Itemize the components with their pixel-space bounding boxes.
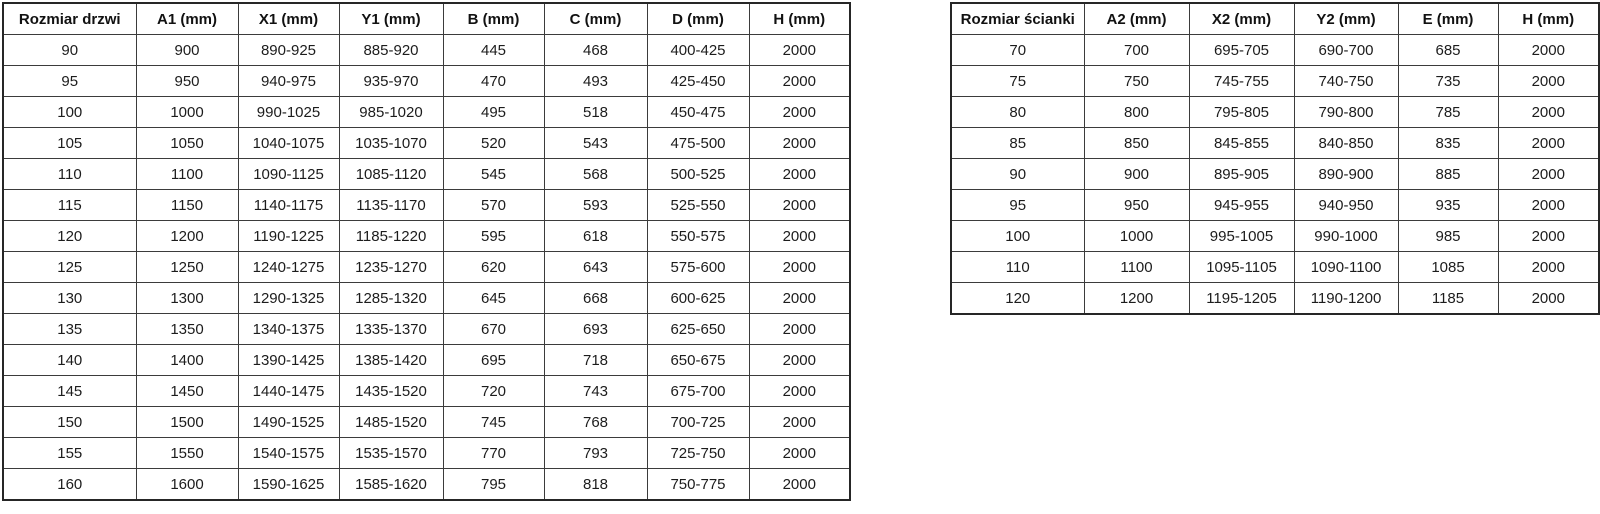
table-cell: 800 [1084,97,1189,128]
table-cell: 850 [1084,128,1189,159]
table-cell: 2000 [1498,128,1599,159]
table-cell: 1440-1475 [238,376,339,407]
table-cell: 668 [544,283,647,314]
table-cell: 1200 [136,221,238,252]
table-cell: 1500 [136,407,238,438]
table-cell: 1385-1420 [339,345,443,376]
table-cell: 2000 [1498,221,1599,252]
table-cell: 595 [443,221,544,252]
table-cell: 995-1005 [1189,221,1294,252]
table-cell: 1185-1220 [339,221,443,252]
table-cell: 1150 [136,190,238,221]
header-cell: Rozmiar drzwi [3,3,136,35]
table-cell: 700-725 [647,407,749,438]
table-cell: 100 [951,221,1084,252]
table-cell: 543 [544,128,647,159]
table-cell: 685 [1398,35,1498,66]
table-cell: 890-900 [1294,159,1398,190]
header-cell: B (mm) [443,3,544,35]
table-row [3,128,850,159]
table-cell: 835 [1398,128,1498,159]
table-cell: 400-425 [647,35,749,66]
table-cell: 2000 [749,438,850,469]
table-cell: 1185 [1398,283,1498,315]
table-row [951,66,1599,97]
table-row [3,66,850,97]
table-cell: 1350 [136,314,238,345]
table-cell: 2000 [1498,159,1599,190]
table-cell: 2000 [749,221,850,252]
table-cell: 1590-1625 [238,469,339,501]
table-cell: 935 [1398,190,1498,221]
table-cell: 935-970 [339,66,443,97]
table-cell: 985 [1398,221,1498,252]
table-row [3,159,850,190]
table-row [951,159,1599,190]
table-cell: 600-625 [647,283,749,314]
table-cell: 645 [443,283,544,314]
table-cell: 1335-1370 [339,314,443,345]
table-cell: 150 [3,407,136,438]
header-cell: D (mm) [647,3,749,35]
table-cell: 518 [544,97,647,128]
table-row [3,252,850,283]
table-cell: 550-575 [647,221,749,252]
table-cell: 1535-1570 [339,438,443,469]
table-cell: 120 [951,283,1084,315]
table-row [3,407,850,438]
table-cell: 750-775 [647,469,749,501]
table-row [3,376,850,407]
table-cell: 2000 [749,128,850,159]
table-cell: 95 [3,66,136,97]
table-cell: 1135-1170 [339,190,443,221]
table-cell: 95 [951,190,1084,221]
table-cell: 500-525 [647,159,749,190]
table-cell: 445 [443,35,544,66]
header-cell: Y1 (mm) [339,3,443,35]
table-cell: 985-1020 [339,97,443,128]
table-row [3,438,850,469]
header-cell: X2 (mm) [1189,3,1294,35]
table-cell: 470 [443,66,544,97]
table-cell: 795-805 [1189,97,1294,128]
table-cell: 1285-1320 [339,283,443,314]
table-cell: 1090-1100 [1294,252,1398,283]
header-cell: A1 (mm) [136,3,238,35]
table-cell: 70 [951,35,1084,66]
door-size-table-body [3,35,850,501]
table-cell: 900 [136,35,238,66]
table-cell: 125 [3,252,136,283]
table-cell: 725-750 [647,438,749,469]
table-cell: 1140-1175 [238,190,339,221]
table-cell: 1585-1620 [339,469,443,501]
table-cell: 75 [951,66,1084,97]
table-cell: 740-750 [1294,66,1398,97]
table-cell: 1090-1125 [238,159,339,190]
door-size-table-header [3,3,850,35]
table-cell: 693 [544,314,647,345]
table-cell: 568 [544,159,647,190]
table-cell: 1340-1375 [238,314,339,345]
table-cell: 1085-1120 [339,159,443,190]
door-size-table [2,2,851,501]
table-cell: 745-755 [1189,66,1294,97]
header-cell: X1 (mm) [238,3,339,35]
table-cell: 2000 [1498,283,1599,315]
table-row [951,128,1599,159]
table-cell: 593 [544,190,647,221]
table-cell: 2000 [1498,190,1599,221]
table-cell: 2000 [1498,97,1599,128]
table-cell: 1600 [136,469,238,501]
table-cell: 1200 [1084,283,1189,315]
table-row [3,314,850,345]
table-cell: 675-700 [647,376,749,407]
table-cell: 2000 [749,345,850,376]
table-cell: 1195-1205 [1189,283,1294,315]
table-cell: 750 [1084,66,1189,97]
table-cell: 450-475 [647,97,749,128]
table-cell: 950 [1084,190,1189,221]
table-cell: 700 [1084,35,1189,66]
table-cell: 885 [1398,159,1498,190]
header-cell: Rozmiar ścianki [951,3,1084,35]
table-cell: 145 [3,376,136,407]
header-cell: H (mm) [749,3,850,35]
table-cell: 495 [443,97,544,128]
table-cell: 885-920 [339,35,443,66]
table-cell: 525-550 [647,190,749,221]
table-cell: 2000 [749,407,850,438]
table-row [951,283,1599,315]
table-cell: 840-850 [1294,128,1398,159]
header-cell: E (mm) [1398,3,1498,35]
header-cell: C (mm) [544,3,647,35]
table-cell: 2000 [749,35,850,66]
table-row [951,35,1599,66]
table-cell: 155 [3,438,136,469]
table-cell: 670 [443,314,544,345]
table-cell: 990-1000 [1294,221,1398,252]
table-cell: 1540-1575 [238,438,339,469]
table-row [951,97,1599,128]
table-cell: 643 [544,252,647,283]
table-row [3,190,850,221]
table-cell: 900 [1084,159,1189,190]
table-cell: 130 [3,283,136,314]
table-row [3,469,850,501]
table-cell: 2000 [1498,66,1599,97]
table-cell: 625-650 [647,314,749,345]
table-cell: 950 [136,66,238,97]
header-cell: H (mm) [1498,3,1599,35]
table-cell: 100 [3,97,136,128]
table-cell: 1085 [1398,252,1498,283]
table-cell: 90 [3,35,136,66]
table-cell: 1390-1425 [238,345,339,376]
table-cell: 520 [443,128,544,159]
table-row [951,221,1599,252]
table-cell: 618 [544,221,647,252]
table-cell: 743 [544,376,647,407]
table-cell: 940-950 [1294,190,1398,221]
header-cell: A2 (mm) [1084,3,1189,35]
table-cell: 140 [3,345,136,376]
header-cell: Y2 (mm) [1294,3,1398,35]
table-cell: 818 [544,469,647,501]
table-cell: 80 [951,97,1084,128]
table-row [3,283,850,314]
table-cell: 1300 [136,283,238,314]
table-cell: 2000 [1498,252,1599,283]
table-cell: 575-600 [647,252,749,283]
table-cell: 1040-1075 [238,128,339,159]
table-cell: 2000 [749,376,850,407]
table-row [3,221,850,252]
table-cell: 1490-1525 [238,407,339,438]
table-cell: 1235-1270 [339,252,443,283]
table-cell: 2000 [749,97,850,128]
table-cell: 1000 [1084,221,1189,252]
table-cell: 1035-1070 [339,128,443,159]
table-cell: 105 [3,128,136,159]
wall-size-table [950,2,1600,315]
table-cell: 720 [443,376,544,407]
table-cell: 85 [951,128,1084,159]
table-cell: 570 [443,190,544,221]
wall-size-table-body [951,35,1599,315]
table-cell: 2000 [749,252,850,283]
table-row [3,97,850,128]
table-cell: 2000 [749,283,850,314]
table-cell: 160 [3,469,136,501]
table-cell: 1450 [136,376,238,407]
table-cell: 890-925 [238,35,339,66]
table-cell: 1100 [136,159,238,190]
table-cell: 793 [544,438,647,469]
table-cell: 120 [3,221,136,252]
table-cell: 110 [951,252,1084,283]
table-cell: 1190-1225 [238,221,339,252]
table-row [951,252,1599,283]
table-cell: 1485-1520 [339,407,443,438]
wall-size-table-header [951,3,1599,35]
table-cell: 650-675 [647,345,749,376]
table-cell: 1240-1275 [238,252,339,283]
table-cell: 790-800 [1294,97,1398,128]
table-cell: 895-905 [1189,159,1294,190]
table-cell: 945-955 [1189,190,1294,221]
table-cell: 1550 [136,438,238,469]
table-cell: 115 [3,190,136,221]
table-cell: 2000 [749,469,850,501]
table-cell: 690-700 [1294,35,1398,66]
table-cell: 545 [443,159,544,190]
table-cell: 785 [1398,97,1498,128]
table-cell: 735 [1398,66,1498,97]
table-cell: 1095-1105 [1189,252,1294,283]
table-cell: 110 [3,159,136,190]
table-cell: 2000 [749,66,850,97]
table-cell: 2000 [1498,35,1599,66]
table-cell: 845-855 [1189,128,1294,159]
table-cell: 425-450 [647,66,749,97]
table-cell: 1000 [136,97,238,128]
table-cell: 795 [443,469,544,501]
table-cell: 2000 [749,190,850,221]
table-cell: 1290-1325 [238,283,339,314]
table-cell: 1100 [1084,252,1189,283]
table-cell: 2000 [749,314,850,345]
header-row [951,3,1599,35]
table-cell: 940-975 [238,66,339,97]
table-cell: 468 [544,35,647,66]
table-cell: 770 [443,438,544,469]
table-cell: 90 [951,159,1084,190]
table-cell: 1050 [136,128,238,159]
table-cell: 990-1025 [238,97,339,128]
table-cell: 695 [443,345,544,376]
table-cell: 2000 [749,159,850,190]
table-cell: 718 [544,345,647,376]
table-cell: 475-500 [647,128,749,159]
table-cell: 135 [3,314,136,345]
table-row [3,345,850,376]
table-row [3,35,850,66]
table-cell: 1190-1200 [1294,283,1398,315]
table-cell: 620 [443,252,544,283]
header-row [3,3,850,35]
table-row [951,190,1599,221]
table-cell: 493 [544,66,647,97]
table-cell: 1250 [136,252,238,283]
table-cell: 1435-1520 [339,376,443,407]
table-cell: 768 [544,407,647,438]
table-cell: 1400 [136,345,238,376]
table-cell: 745 [443,407,544,438]
table-cell: 695-705 [1189,35,1294,66]
